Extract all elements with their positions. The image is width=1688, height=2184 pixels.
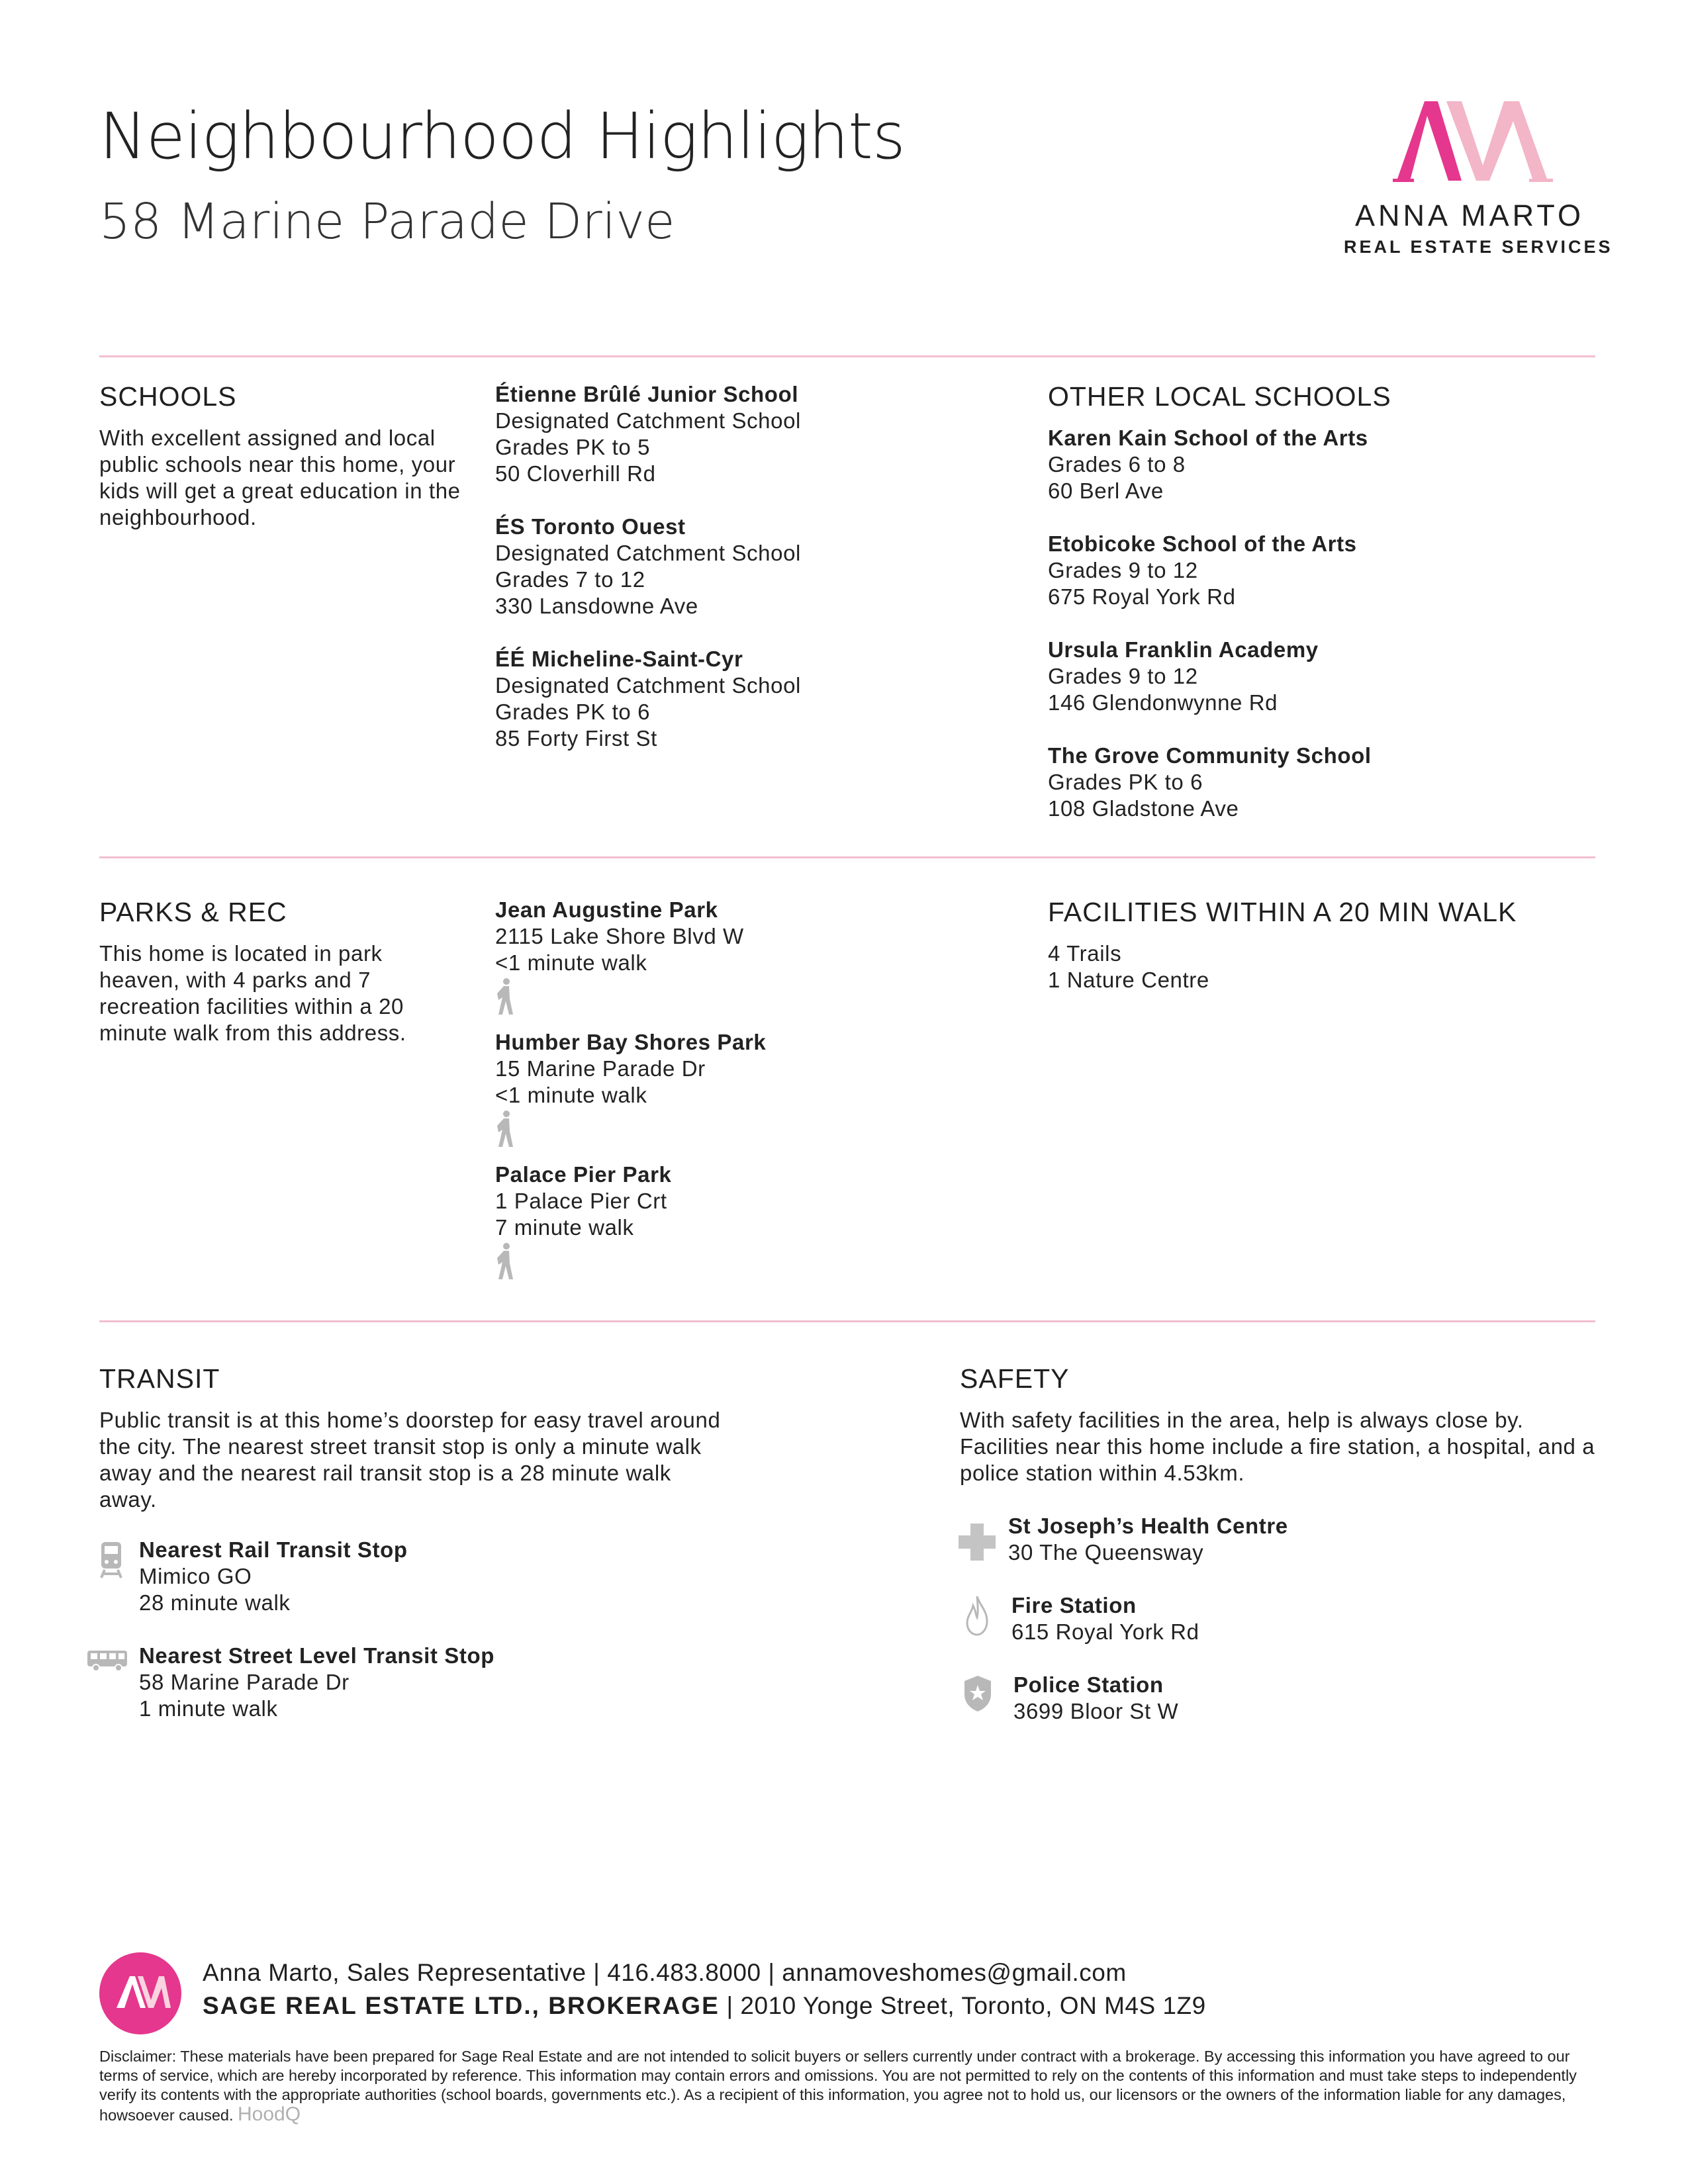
brokerage-address: | 2010 Yonge Street, Toronto, ON M4S 1Z9 (719, 1992, 1206, 2019)
park-address: 1 Palace Pier Crt (495, 1189, 667, 1213)
school-name: Ursula Franklin Academy (1048, 637, 1319, 662)
safety-heading: SAFETY (960, 1363, 1070, 1394)
park-walk-time: <1 minute walk (495, 950, 647, 975)
hoodq-logo: HoodQ (238, 2103, 301, 2125)
facility-item: 1 Nature Centre (1048, 968, 1209, 992)
page-title: Neighbourhood Highlights (99, 99, 905, 173)
safety-entry (1011, 1592, 1199, 1645)
school-type: Designated Catchment School (495, 673, 801, 698)
park-entry (495, 1161, 671, 1241)
transit-entry (139, 1537, 408, 1616)
agent-contact: Anna Marto, Sales Representative | 416.483.8000 | annamoveshomes@gmail.com (203, 1959, 1127, 1986)
walking-person-icon (495, 1110, 515, 1148)
hospital-cross-icon (957, 1522, 997, 1562)
brand-tagline: REAL ESTATE SERVICES (1344, 237, 1613, 257)
park-walk-time: <1 minute walk (495, 1083, 647, 1107)
facilities-heading: FACILITIES WITHIN A 20 MIN WALK (1048, 897, 1517, 927)
transit-walk-time: 28 minute walk (139, 1590, 291, 1615)
school-address: 146 Glendonwynne Rd (1048, 690, 1278, 715)
anna-marto-circle-logo-icon (99, 1952, 181, 2034)
school-type: Designated Catchment School (495, 408, 801, 433)
school-address: 50 Cloverhill Rd (495, 461, 656, 486)
transit-entry (139, 1643, 494, 1722)
school-name: Karen Kain School of the Arts (1048, 426, 1368, 450)
school-address: 108 Gladstone Ave (1048, 796, 1239, 821)
school-address: 330 Lansdowne Ave (495, 594, 698, 618)
parks-heading: PARKS & REC (99, 897, 287, 927)
facilities-list (1048, 940, 1209, 993)
school-grades: Grades 6 to 8 (1048, 452, 1186, 477)
parks-description: This home is located in park heaven, with 4 parks and 7 recreation facilities within a 20 minute walk from this address. (99, 941, 406, 1045)
transit-description: Public transit is at this home’s doorstep for easy travel around the city. The nearest street transit stop is only a minute walk away and the nearest rail transit stop is a 28 minute walk away. (99, 1408, 721, 1512)
other-school-entry (1048, 531, 1357, 610)
flame-icon (965, 1595, 989, 1636)
school-name: Etobicoke School of the Arts (1048, 531, 1357, 556)
school-name: The Grove Community School (1048, 743, 1372, 768)
walking-person-icon (495, 1242, 515, 1281)
other-school-entry (1048, 743, 1372, 822)
safety-entry (1008, 1513, 1288, 1566)
safety-facility-address: 3699 Bloor St W (1013, 1699, 1179, 1723)
school-address: 85 Forty First St (495, 726, 657, 751)
safety-facility-address: 615 Royal York Rd (1011, 1619, 1199, 1644)
train-icon (99, 1541, 123, 1579)
disclaimer-text: Disclaimer: These materials have been prepared for Sage Real Estate and are not intended to solicit buyers or sellers currently under contract with a brokerage. By accessing this information you have agreed to our terms of service, which are hereby incorporated by reference. This information may contain errors and omissions. You are not permitted to rely on the contents of this information and must take steps to independently verify its contents with the appropriate authorities (school boards, governments etc.). As a recipient of this information, you agree not to hold us, our licensors or the owners of the information liable for any damages, howsoever caused. (99, 2048, 1577, 2124)
park-entry (495, 897, 744, 976)
transit-label: Nearest Rail Transit Stop (139, 1537, 408, 1562)
police-badge-icon (963, 1674, 992, 1713)
brokerage-name: SAGE REAL ESTATE LTD., BROKERAGE (203, 1992, 720, 2019)
safety-entry (1013, 1672, 1178, 1725)
divider (99, 355, 1595, 357)
disclaimer (99, 2047, 1595, 2125)
school-entry (495, 514, 801, 619)
park-name: Palace Pier Park (495, 1162, 672, 1187)
brand-name: ANNA MARTO (1355, 199, 1584, 232)
walking-person-icon (495, 978, 515, 1016)
transit-label: Nearest Street Level Transit Stop (139, 1643, 494, 1668)
park-address: 2115 Lake Shore Blvd W (495, 924, 744, 948)
school-name: ÉÉ Micheline-Saint-Cyr (495, 647, 743, 671)
safety-facility-address: 30 The Queensway (1008, 1540, 1204, 1565)
facility-item: 4 Trails (1048, 941, 1122, 966)
bus-icon (86, 1649, 128, 1672)
schools-description: With excellent assigned and local public schools near this home, your kids will get a great education in the neighbourhood. (99, 426, 461, 529)
park-walk-time: 7 minute walk (495, 1215, 634, 1240)
park-name: Humber Bay Shores Park (495, 1030, 767, 1054)
park-entry (495, 1029, 766, 1109)
transit-heading: TRANSIT (99, 1363, 220, 1394)
schools-heading: SCHOOLS (99, 381, 237, 412)
divider (99, 1320, 1595, 1322)
transit-stop-name: Mimico GO (139, 1564, 252, 1588)
school-type: Designated Catchment School (495, 541, 801, 565)
school-grades: Grades PK to 5 (495, 435, 651, 459)
other-schools-heading: OTHER LOCAL SCHOOLS (1048, 381, 1391, 412)
park-address: 15 Marine Parade Dr (495, 1056, 706, 1081)
safety-facility-name: Fire Station (1011, 1593, 1137, 1617)
school-address: 60 Berl Ave (1048, 478, 1164, 503)
school-grades: Grades PK to 6 (495, 700, 651, 724)
school-grades: Grades PK to 6 (1048, 770, 1203, 794)
school-name: Étienne Brûlé Junior School (495, 382, 799, 406)
school-address: 675 Royal York Rd (1048, 584, 1236, 609)
school-name: ÉS Toronto Ouest (495, 514, 686, 539)
other-school-entry (1048, 425, 1368, 504)
other-school-entry (1048, 637, 1319, 716)
safety-facility-name: St Joseph’s Health Centre (1008, 1514, 1288, 1538)
page-subtitle: 58 Marine Parade Drive (99, 193, 675, 250)
transit-stop-name: 58 Marine Parade Dr (139, 1670, 350, 1694)
safety-description: With safety facilities in the area, help is always close by. Facilities near this home include a fire station, a hospital, and a police station within 4.53km. (960, 1408, 1595, 1485)
safety-facility-name: Police Station (1013, 1672, 1164, 1697)
school-grades: Grades 7 to 12 (495, 567, 645, 592)
transit-walk-time: 1 minute walk (139, 1696, 278, 1721)
divider (99, 856, 1595, 858)
brokerage-info (203, 1992, 1206, 2020)
school-entry (495, 381, 801, 487)
school-entry (495, 646, 801, 752)
park-name: Jean Augustine Park (495, 897, 718, 922)
school-grades: Grades 9 to 12 (1048, 558, 1198, 582)
school-grades: Grades 9 to 12 (1048, 664, 1198, 688)
anna-marto-logo-icon (1383, 96, 1562, 182)
